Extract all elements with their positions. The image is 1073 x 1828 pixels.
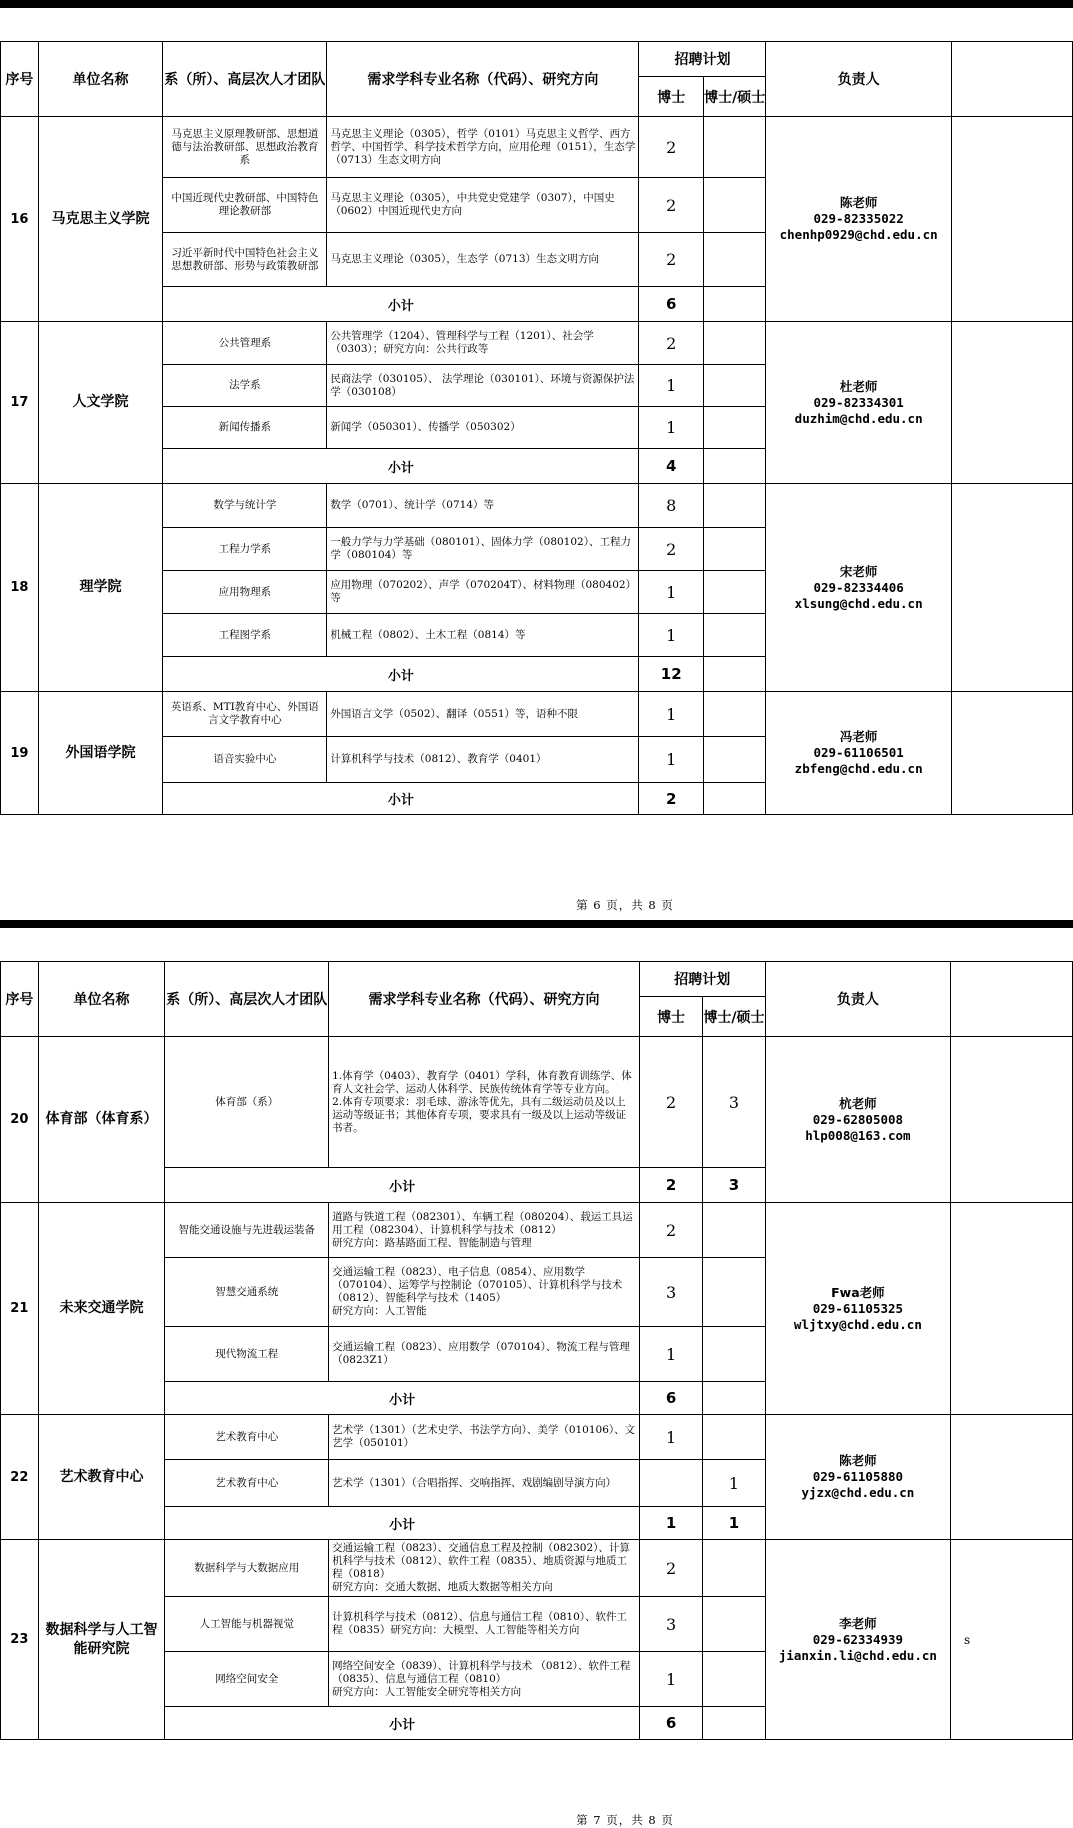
dept-name: 体育部（系）: [165, 1037, 329, 1168]
doctor-count: 2: [639, 322, 703, 365]
dept-name: 习近平新时代中国特色社会主义思想教研部、形势与政策教研部: [163, 233, 327, 287]
header-major: 需求学科专业名称（代码）、研究方向: [327, 42, 639, 117]
dept-name: 新闻传播系: [163, 407, 327, 449]
major-requirement: 机械工程（0802）、土木工程（0814）等: [327, 614, 639, 657]
header-doctor-master: 博士/硕士: [703, 77, 766, 117]
subtotal-doctor-master: [703, 783, 766, 815]
table-row: [1, 1203, 1073, 1258]
subtotal-label: 小计: [163, 783, 639, 815]
doctor-count: 1: [639, 1415, 702, 1460]
subtotal-label: 小计: [165, 1382, 640, 1415]
doctor-master-count: [703, 614, 766, 657]
doctor-count: 1: [639, 1652, 702, 1707]
subtotal-label: 小计: [163, 449, 639, 484]
dept-name: 艺术教育中心: [165, 1460, 329, 1507]
major-requirement: 应用物理（070202）、声学（070204T）、材料物理（080402）等: [327, 571, 639, 614]
doctor-master-count: 1: [703, 1460, 765, 1507]
doctor-count: 2: [639, 1203, 702, 1258]
subtotal-doctor: 12: [639, 657, 703, 692]
extra-cell: [951, 1203, 1073, 1415]
dept-name: 数据科学与大数据应用: [165, 1540, 329, 1597]
doctor-count: 2: [639, 1540, 702, 1597]
major-requirement: 数学（0701）、统计学（0714）等: [327, 484, 639, 528]
doctor-count: 2: [639, 117, 703, 178]
table-row: [1, 1037, 1073, 1168]
doctor-master-count: [703, 1327, 765, 1382]
header-major: 需求学科专业名称（代码）、研究方向: [329, 962, 640, 1037]
subtotal-doctor: 1: [639, 1507, 702, 1540]
major-requirement: 马克思主义理论（0305），中共党史党建学（0307），中国史（0602）中国近现代史方向: [327, 178, 639, 233]
subtotal-doctor: 2: [639, 783, 703, 815]
dept-name: 工程力学系: [163, 528, 327, 571]
subtotal-label: 小计: [163, 657, 639, 692]
doctor-master-count: [703, 1415, 765, 1460]
doctor-master-count: [703, 484, 766, 528]
dept-name: 法学系: [163, 365, 327, 407]
contact-phone: 029-61106501: [813, 745, 904, 760]
table-row: [1, 322, 1073, 365]
dept-name: 人工智能与机器视觉: [165, 1597, 329, 1652]
contact-name: 杜老师: [839, 378, 878, 394]
dept-name: 语音实验中心: [163, 737, 327, 783]
subtotal-doctor-master: 3: [703, 1168, 765, 1203]
contact-person: [766, 692, 951, 815]
unit-seq: 20: [1, 1037, 39, 1203]
contact-email: xlsung@chd.edu.cn: [794, 595, 923, 611]
dept-name: 应用物理系: [163, 571, 327, 614]
unit-seq: 18: [1, 484, 39, 692]
header-unit: 单位名称: [38, 42, 163, 117]
unit-name: 外国语学院: [38, 692, 163, 815]
dept-name: 网络空间安全: [165, 1652, 329, 1707]
header-plan: 招聘计划: [639, 962, 765, 997]
unit-name: 体育部（体育系）: [38, 1037, 165, 1203]
header-dept: 系（所）、高层次人才团队: [165, 962, 329, 1037]
dept-name: 智能交通设施与先进载运装备: [165, 1203, 329, 1258]
contact-name: 杭老师: [839, 1095, 877, 1111]
blank-cell: [951, 42, 1072, 117]
contact-person: [765, 1415, 950, 1540]
subtotal-label: 小计: [163, 287, 639, 322]
contact-phone: 029-82334406: [813, 579, 904, 595]
contact-email: yjzx@chd.edu.cn: [801, 1485, 915, 1500]
contact-email: wljtxy@chd.edu.cn: [793, 1316, 922, 1332]
dept-name: 现代物流工程: [165, 1327, 329, 1382]
unit-seq: 21: [1, 1203, 39, 1415]
unit-seq: 16: [1, 117, 39, 322]
contact-email: chenhp0929@chd.edu.cn: [779, 227, 938, 242]
major-requirement: 计算机科学与技术（0812）、教育学（0401）: [327, 737, 639, 783]
subtotal-doctor: 4: [639, 449, 703, 484]
dept-name: 马克思主义原理教研部、思想道德与法治教研部、思想政治教育系: [163, 117, 327, 178]
extra-cell: [951, 1037, 1073, 1203]
dept-name: 中国近现代史教研部、中国特色理论教研部: [163, 178, 327, 233]
subtotal-label: 小计: [165, 1707, 640, 1740]
table-row: [1, 484, 1073, 528]
unit-seq: 22: [1, 1415, 39, 1540]
header-unit: 单位名称: [38, 962, 165, 1037]
subtotal-doctor-master: [703, 1707, 765, 1740]
unit-name: 未来交通学院: [38, 1203, 165, 1415]
contact-phone: 029-82335022: [813, 211, 904, 226]
extra-cell: [951, 117, 1072, 322]
subtotal-label: 小计: [165, 1507, 640, 1540]
major-requirement: 网络空间安全（0839）、计算机科学与技术 （0812）、软件工程（0835）、信息与通信工程（0810） 研究方向：人工智能安全研究等相关方向: [329, 1652, 640, 1707]
unit-seq: 17: [1, 322, 39, 484]
major-requirement: 计算机科学与技术（0812）、信息与通信工程（0810）、软件工程（0835）研究方向：大模型、人工智能等相关方向: [329, 1597, 640, 1652]
doctor-master-count: [703, 1540, 765, 1597]
subtotal-label: 小计: [165, 1168, 640, 1203]
contact-phone: 029-62805008: [812, 1111, 904, 1127]
doctor-master-count: [703, 737, 766, 783]
doctor-count: [639, 1460, 702, 1507]
doctor-count: 1: [639, 407, 703, 449]
extra-cell: s: [951, 1540, 1073, 1740]
table-row: [1, 1415, 1073, 1460]
extra-cell: [951, 1415, 1073, 1540]
extra-cell: [951, 484, 1072, 692]
dept-name: 公共管理系: [163, 322, 327, 365]
header-seq: 序号: [1, 962, 39, 1037]
doctor-master-count: [703, 1597, 765, 1652]
subtotal-doctor: 6: [639, 1382, 702, 1415]
contact-name: 冯老师: [839, 729, 878, 744]
major-requirement: 外国语言文学（0502）、翻译（0551）等，语种不限: [327, 692, 639, 737]
doctor-master-count: [703, 178, 766, 233]
doctor-master-count: [703, 571, 766, 614]
page-top-rule: [0, 0, 1073, 8]
dept-name: 英语系、MTI教育中心、外国语言文学教育中心: [163, 692, 327, 737]
blank-cell: [951, 962, 1073, 1037]
table-row: [1, 1540, 1073, 1597]
contact-email: zbfeng@chd.edu.cn: [794, 761, 923, 776]
extra-cell: [951, 322, 1072, 484]
major-requirement: 艺术学（1301）（合唱指挥、交响指挥、戏剧编剧导演方向）: [329, 1460, 640, 1507]
page-footer: 第 7 页，共 8 页: [576, 1813, 674, 1827]
doctor-master-count: [703, 322, 766, 365]
doctor-count: 2: [639, 528, 703, 571]
doctor-count: 3: [639, 1258, 702, 1327]
header-row: [1, 962, 1073, 997]
unit-name: 理学院: [38, 484, 163, 692]
major-requirement: 1.体育学（0403）、教育学（0401）学科，体育教育训练学、体育人文社会学、运动人体科学、民族传统体育学等专业方向。 2.体育专项要求：羽毛球、游泳等优先，具有二级运动员及以上运动等级证书；其他体育专项，要求具有一级及以上运动等级证书者。: [329, 1037, 640, 1168]
contact-phone: 029-62334939: [812, 1631, 904, 1647]
header-contact: 负责人: [766, 42, 951, 117]
unit-name: 数据科学与人工智能研究院: [38, 1540, 165, 1740]
page-footer: 第 6 页，共 8 页: [576, 898, 674, 912]
unit-name: 艺术教育中心: [38, 1415, 165, 1540]
major-requirement: 新闻学（050301）、传播学（050302）: [327, 407, 639, 449]
doctor-count: 1: [639, 614, 703, 657]
major-requirement: 艺术学（1301）（艺术史学、书法学方向）、美学（010106）、文艺学（050101）: [329, 1415, 640, 1460]
unit-name: 人文学院: [38, 322, 163, 484]
doctor-count: 1: [639, 737, 703, 783]
unit-seq: 19: [1, 692, 39, 815]
recruitment-table-page-6: [0, 41, 1073, 815]
contact-email: hlp008@163.com: [805, 1127, 911, 1143]
header-seq: 序号: [1, 42, 39, 117]
header-doctor-master: 博士/硕士: [703, 997, 765, 1037]
subtotal-doctor-master: 1: [703, 1507, 765, 1540]
doctor-master-count: [703, 233, 766, 287]
dept-name: 工程图学系: [163, 614, 327, 657]
doctor-master-count: [703, 407, 766, 449]
doctor-master-count: [703, 1258, 765, 1327]
major-requirement: 一般力学与力学基础（080101）、固体力学（080102）、工程力学（080104）等: [327, 528, 639, 571]
subtotal-doctor: 6: [639, 287, 703, 322]
contact-person: [766, 117, 951, 322]
dept-name: 艺术教育中心: [165, 1415, 329, 1460]
doctor-master-count: 3: [703, 1037, 765, 1168]
doctor-count: 8: [639, 484, 703, 528]
header-row: [1, 42, 1073, 77]
recruitment-table-page-7: [0, 961, 1073, 1740]
contact-name: Fwa老师: [831, 1284, 885, 1300]
major-requirement: 马克思主义理论（0305），生态学（0713）生态文明方向: [327, 233, 639, 287]
contact-email: jianxin.li@chd.edu.cn: [778, 1647, 937, 1663]
header-contact: 负责人: [765, 962, 950, 1037]
contact-person: [766, 484, 951, 692]
doctor-count: 1: [639, 1327, 702, 1382]
subtotal-doctor-master: [703, 1382, 765, 1415]
doctor-master-count: [703, 692, 766, 737]
page-top-rule: [0, 920, 1073, 928]
unit-seq: 23: [1, 1540, 39, 1740]
subtotal-doctor: 6: [639, 1707, 702, 1740]
major-requirement: 交通运输工程（0823）、应用数学（070104）、物流工程与管理（0823Z1）: [329, 1327, 640, 1382]
major-requirement: 马克思主义理论（0305），哲学（0101）马克思主义哲学、西方哲学、中国哲学、科学技术哲学方向，应用伦理（0151），生态学（0713）生态文明方向: [327, 117, 639, 178]
doctor-count: 1: [639, 692, 703, 737]
extra-cell: [951, 692, 1072, 815]
doctor-count: 1: [639, 571, 703, 614]
contact-name: 宋老师: [839, 563, 878, 579]
contact-name: 陈老师: [839, 1453, 877, 1468]
header-doctor: 博士: [639, 997, 702, 1037]
subtotal-doctor: 2: [639, 1168, 702, 1203]
header-plan: 招聘计划: [639, 42, 766, 77]
subtotal-doctor-master: [703, 657, 766, 692]
contact-phone: 029-61105880: [812, 1469, 904, 1484]
contact-phone: 029-61105325: [812, 1300, 904, 1316]
dept-name: 智慧交通系统: [165, 1258, 329, 1327]
doctor-count: 1: [639, 365, 703, 407]
contact-phone: 029-82334301: [813, 394, 904, 410]
contact-person: [765, 1203, 950, 1415]
doctor-master-count: [703, 365, 766, 407]
subtotal-doctor-master: [703, 287, 766, 322]
contact-person: [766, 322, 951, 484]
table-row: [1, 117, 1073, 178]
doctor-count: 2: [639, 178, 703, 233]
contact-name: 李老师: [839, 1615, 877, 1631]
table-row: [1, 692, 1073, 737]
doctor-count: 2: [639, 1037, 702, 1168]
doctor-master-count: [703, 1203, 765, 1258]
contact-name: 陈老师: [839, 195, 878, 210]
major-requirement: 交通运输工程（0823）、交通信息工程及控制（082302）、计算机科学与技术（0812）、软件工程（0835）、地质资源与地质工程（0818） 研究方向：交通大数据、地质大数据等相关方向: [329, 1540, 640, 1597]
unit-name: 马克思主义学院: [38, 117, 163, 322]
doctor-count: 3: [639, 1597, 702, 1652]
header-doctor: 博士: [639, 77, 703, 117]
dept-name: 数学与统计学: [163, 484, 327, 528]
contact-person: [765, 1540, 950, 1740]
major-requirement: 民商法学（030105）、 法学理论（030101）、环境与资源保护法学（030108）: [327, 365, 639, 407]
major-requirement: 道路与铁道工程（082301）、车辆工程（080204）、载运工具运用工程（082304）、计算机科学与技术（0812） 研究方向：路基路面工程、智能制造与管理: [329, 1203, 640, 1258]
doctor-master-count: [703, 1652, 765, 1707]
contact-person: [765, 1037, 950, 1203]
header-dept: 系（所）、高层次人才团队: [163, 42, 327, 117]
subtotal-doctor-master: [703, 449, 766, 484]
contact-email: duzhim@chd.edu.cn: [794, 410, 923, 426]
doctor-master-count: [703, 528, 766, 571]
major-requirement: 交通运输工程（0823）、电子信息（0854）、应用数学（070104）、运筹学与控制论（070105）、计算机科学与技术（0812）、智能科学与技术（1405） 研究方向：人工智能: [329, 1258, 640, 1327]
major-requirement: 公共管理学（1204）、管理科学与工程（1201）、社会学（0303）；研究方向：公共行政等: [327, 322, 639, 365]
doctor-master-count: [703, 117, 766, 178]
doctor-count: 2: [639, 233, 703, 287]
